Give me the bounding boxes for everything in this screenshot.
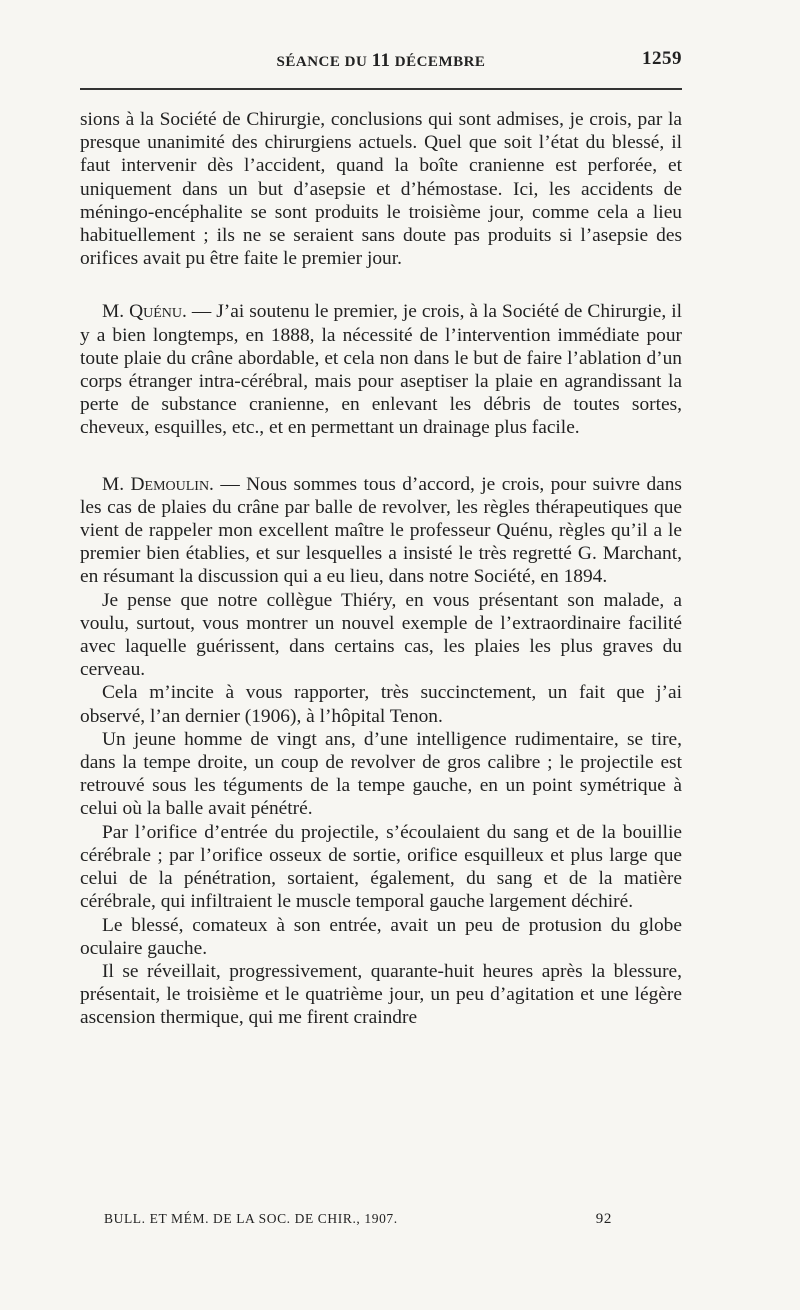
- page-number: 1259: [642, 48, 682, 69]
- speaker-demoulin: M. Demoulin.: [102, 473, 214, 495]
- paragraph-continued: sions à la Société de Chirurgie, conclusions qui sont admises, je crois, par la presque unanimité des chirurgiens actuels. Quel que soit l’état du blessé, il faut intervenir dès l’accident, quand la boîte cranienne est perforée, et uniquement dans un but d’asepsie et d’hémostase. Ici, les accidents de méningo-encéphalite se sont produits le troisième jour, comme cela a lieu habituellement ; ils ne se seraient sans doute pas produits si l’asepsie des orifices avait pu être faite le premier jour.: [80, 109, 682, 270]
- paragraph: Par l’orifice d’entrée du projectile, s’écoulaient du sang et de la bouillie cérébrale ; par l’orifice osseux de sortie, orifice esquilleux et plus large que celui de la pénétration, sortaient, également, du sang et de la matière cérébrale, qui infiltraient le muscle temporal gauche largement déchiré.: [80, 821, 682, 913]
- paragraph: Je pense que notre collègue Thiéry, en vous présentant son malade, a voulu, surtout, vous montrer un nouvel exemple de l’extraordinaire facilité avec laquelle guérissent, dans certains cas, les plaies les plus graves du cerveau.: [80, 589, 682, 681]
- paragraph-quenu: M. Quénu. — J’ai soutenu le premier, je crois, à la Société de Chirurgie, il y a bien longtemps, en 1888, la nécessité de l’intervention immédiate pour toute plaie du crâne abordable, et cela non dans le but de faire l’ablation d’un corps étranger intra-cérébral, mais pour aseptiser la plaie en agrandissant la perte de substance cranienne, en enlevant les débris de toutes sortes, cheveux, esquilles, etc., et en permettant un drainage plus facile.: [80, 301, 682, 439]
- header-title: SÉANCE DU 11 DÉCEMBRE: [276, 50, 486, 71]
- header-rule: [80, 88, 682, 90]
- speaker-quenu: M. Quénu.: [102, 301, 187, 323]
- text-body: [80, 108, 682, 1030]
- running-header: [80, 50, 682, 74]
- paragraph: Un jeune homme de vingt ans, d’une intelligence rudimentaire, se tire, dans la tempe droite, un coup de revolver de gros calibre ; le projectile est retrouvé sous les téguments de la tempe gauche, en un point symétrique à celui où la balle avait pénétré.: [80, 728, 682, 820]
- journal-reference: BULL. ET MÉM. DE LA SOC. DE CHIR., 1907.: [104, 1211, 398, 1226]
- paragraph: Le blessé, comateux à son entrée, avait un peu de protusion du globe oculaire gauche.: [80, 914, 682, 959]
- paragraph-demoulin: M. Demoulin. — Nous sommes tous d’accord, je crois, pour suivre dans les cas de plaies du crâne par balle de revolver, les règles thérapeutiques que vient de rappeler mon excellent maître le professeur Quénu, règles qu’il a le premier bien établies, et sur lesquelles a insisté le très regretté G. Marchant, en résumant la discussion qui a eu lieu, dans notre Société, en 1894.: [80, 473, 682, 588]
- paragraph: Il se réveillait, progressivement, quarante-huit heures après la blessure, présentait, le troisième et le quatrième jour, un peu d’agitation et une légère ascension thermique, qui me firent craindre: [80, 960, 682, 1029]
- signature-number: 92: [595, 1211, 612, 1227]
- paragraph: Cela m’incite à vous rapporter, très succinctement, un fait que j’ai observé, l’an dernier (1906), à l’hôpital Tenon.: [80, 682, 682, 727]
